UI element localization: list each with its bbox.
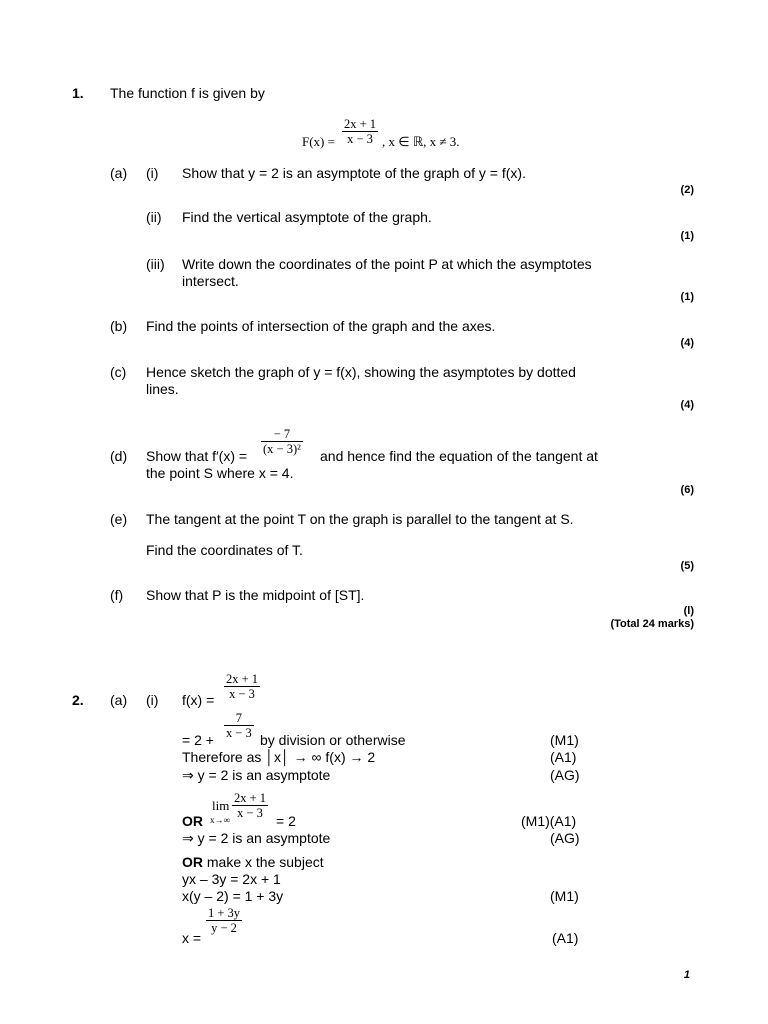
q2-x-fraction xyxy=(206,906,242,935)
q2-x-lhs: x = xyxy=(182,930,202,946)
part-a-iii-text-cont: intersect. xyxy=(182,273,239,289)
derivative-denominator: (x − 3)² xyxy=(263,442,301,456)
limit-subscript: x→∞ xyxy=(210,815,230,825)
q2-line6: x(y – 2) = 1 + 3y xyxy=(182,888,284,904)
question-2-number: 2. xyxy=(72,692,84,708)
part-b-text: Find the points of intersection of the graph and the axes. xyxy=(146,318,496,334)
definition-denominator: x − 3 xyxy=(342,131,378,146)
q2-fx-lhs: f(x) = xyxy=(182,692,215,708)
total-marks: (Total 24 marks) xyxy=(610,618,694,630)
part-a-i-text: Show that y = 2 is an asymptote of the graph of y = f(x). xyxy=(182,165,526,181)
limit-mark: (M1)(A1) xyxy=(521,813,577,829)
question-1-number: 1. xyxy=(72,85,84,101)
part-a-i-marks: (2) xyxy=(680,184,694,196)
q2-line1-pre: = 2 + xyxy=(182,732,214,748)
part-a-iii-label: (iii) xyxy=(146,256,165,272)
part-b-marks: (4) xyxy=(680,337,694,349)
limit-numerator: 2x + 1 xyxy=(234,791,267,805)
q2-line4: ⇒ y = 2 is an asymptote xyxy=(182,830,331,846)
part-d-label: (d) xyxy=(110,448,128,464)
q2-line4-mark: (AG) xyxy=(550,830,580,846)
part-c-text: Hence sketch the graph of y = f(x), showing the asymptotes by dotted xyxy=(146,364,576,380)
part-c-marks: (4) xyxy=(680,399,694,411)
part-f-label: (f) xyxy=(110,587,124,603)
part-d-marks: (6) xyxy=(680,484,694,496)
part-e-marks: (5) xyxy=(680,560,694,572)
part-a-ii-text: Find the vertical asymptote of the graph. xyxy=(182,209,432,225)
part-a-ii-label: (ii) xyxy=(146,209,162,225)
part-a-iii-marks: (1) xyxy=(680,291,694,303)
part-d-text-cont: the point S where x = 4. xyxy=(146,465,294,481)
part-a-label: (a) xyxy=(110,165,128,181)
q2-part-a-i-label: (i) xyxy=(146,692,159,708)
limit-denominator: x − 3 xyxy=(232,805,268,820)
q2-line1-post: by division or otherwise xyxy=(260,732,406,748)
part-c-text-cont: lines. xyxy=(146,381,179,397)
limit-result: = 2 xyxy=(276,813,296,829)
part-d-text-post: and hence find the equation of the tangent at xyxy=(320,448,598,464)
part-d-text-pre: Show that f′(x) = xyxy=(146,448,248,464)
q2-line5: yx – 3y = 2x + 1 xyxy=(182,871,281,887)
q2-or-label-1: OR xyxy=(182,813,203,829)
limit-fraction xyxy=(232,791,268,820)
q2-x-denominator: y − 2 xyxy=(206,920,242,935)
part-a-i-label: (i) xyxy=(146,165,159,181)
q2-or-2-text: make x the subject xyxy=(206,854,324,870)
definition-domain: , x ∈ ℝ, x ≠ 3. xyxy=(382,134,460,149)
derivative-numerator: − 7 xyxy=(273,427,291,441)
q2-line3: ⇒ y = 2 is an asymptote xyxy=(182,767,331,783)
page-number: 1 xyxy=(683,969,690,981)
part-f-text: Show that P is the midpoint of [ST]. xyxy=(146,587,365,603)
q2-or-2 xyxy=(182,854,324,870)
q2-part-a-label: (a) xyxy=(110,692,128,708)
q2-x-numerator: 1 + 3y xyxy=(208,906,241,920)
part-f-marks: (l) xyxy=(683,605,694,617)
q2-fx-fraction xyxy=(224,672,260,701)
part-a-iii-text: Write down the coordinates of the point P at which the asymptotes xyxy=(182,256,592,272)
derivative-fraction xyxy=(261,427,303,456)
definition-fraction xyxy=(342,117,378,146)
q2-division-numerator: 7 xyxy=(235,711,243,725)
q2-fx-numerator: 2x + 1 xyxy=(226,672,259,686)
limit-word: lim xyxy=(212,798,230,813)
question-1-intro: The function f is given by xyxy=(110,85,265,101)
part-a-ii-marks: (1) xyxy=(680,230,694,242)
part-c-label: (c) xyxy=(110,364,127,380)
q2-line3-mark: (AG) xyxy=(550,767,580,783)
part-b-label: (b) xyxy=(110,318,128,334)
q2-line1-mark: (M1) xyxy=(550,732,579,748)
q2-fx-denominator: x − 3 xyxy=(224,686,260,701)
q2-line2-mark: (A1) xyxy=(550,749,577,765)
part-e-text-cont: Find the coordinates of T. xyxy=(146,542,303,558)
definition-lhs: F(x) = xyxy=(302,134,335,149)
q2-x-mark: (A1) xyxy=(552,930,579,946)
part-e-text: The tangent at the point T on the graph is parallel to the tangent at S. xyxy=(146,511,574,527)
q2-line6-mark: (M1) xyxy=(550,888,579,904)
q2-division-denominator: x − 3 xyxy=(226,726,252,740)
q2-division-fraction xyxy=(224,711,254,740)
part-e-label: (e) xyxy=(110,511,128,527)
q2-line2: Therefore as │x│ → ∞ f(x) → 2 xyxy=(182,749,376,765)
q2-or-label-2: OR xyxy=(182,854,203,870)
definition-numerator: 2x + 1 xyxy=(344,117,377,131)
